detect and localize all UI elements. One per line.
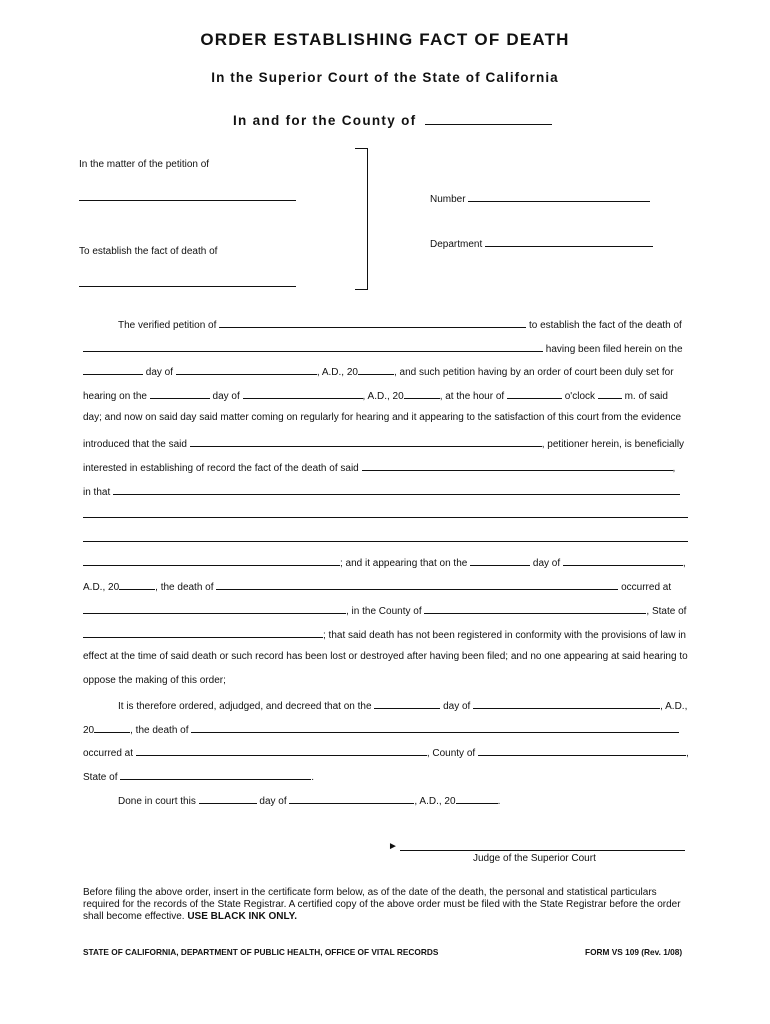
instructions <box>83 887 693 923</box>
done-year-field[interactable] <box>456 793 498 804</box>
body-line-8 <box>83 484 680 499</box>
hearing-month-field[interactable] <box>243 388 363 399</box>
text-introduced: introduced that the said <box>83 439 187 450</box>
hour-field[interactable] <box>507 388 562 399</box>
death-state-field-2[interactable] <box>120 769 311 780</box>
am-pm-field[interactable] <box>598 388 622 399</box>
body-line-19 <box>83 745 689 760</box>
hearing-day-field[interactable] <box>150 388 210 399</box>
body-line-20 <box>83 769 314 784</box>
body-line-1 <box>118 317 682 332</box>
county-label: In and for the County of <box>233 113 417 128</box>
number-field[interactable] <box>468 191 650 202</box>
instructions-bold: USE BLACK INK ONLY. <box>187 911 297 922</box>
matter-label: In the matter of the petition of <box>79 159 210 170</box>
body-line-3 <box>83 364 674 379</box>
death-county-field-2[interactable] <box>478 745 686 756</box>
decedent-name-field-3[interactable] <box>216 579 618 590</box>
filed-month-field[interactable] <box>176 364 317 375</box>
text-in-the-county: , in the County of <box>346 606 422 617</box>
text-day-of: day of <box>145 367 174 378</box>
filed-day-field[interactable] <box>83 364 143 375</box>
body-line-17 <box>118 698 687 713</box>
body-line-2 <box>83 341 683 356</box>
text-the-death-of: , the death of <box>155 582 214 593</box>
body-line-7 <box>83 460 675 475</box>
signature-arrow-icon: ► <box>388 841 398 852</box>
text-period-2: . <box>497 796 501 807</box>
order-year-field[interactable] <box>94 722 130 733</box>
text-day-of-4: day of <box>443 701 471 712</box>
instructions-text: Before filing the above order, insert in the certificate form below, as of the date of the death, the personal and statistical particulars required for the records of the State Registrar. A certified copy of the above order must be filed with the State Registrar before the order shall become effective. <box>83 887 681 922</box>
body-line-18 <box>83 722 679 737</box>
text-having-been-filed: having been filed herein on the <box>545 344 683 355</box>
decedent-name-field[interactable] <box>79 286 296 287</box>
decedent-name-field-2[interactable] <box>362 460 673 471</box>
text-ad-comma: , A.D., <box>660 701 688 712</box>
county-field[interactable] <box>425 111 552 125</box>
body-line-21 <box>118 793 500 808</box>
body-line-11 <box>83 555 686 570</box>
number-label: Number <box>430 194 466 205</box>
text-oclock: o'clock <box>564 391 596 402</box>
text-in-that: in that <box>83 487 111 498</box>
text-day-of-5: day of <box>259 796 287 807</box>
establish-label: To establish the fact of death of <box>79 246 218 257</box>
order-month-field[interactable] <box>473 698 660 709</box>
text-ad-20-c: A.D., 20 <box>83 582 120 593</box>
department-label: Department <box>430 239 483 250</box>
department-field[interactable] <box>485 236 653 247</box>
done-month-field[interactable] <box>289 793 414 804</box>
body-line-15: effect at the time of said death or such record has been lost or destroyed after having been filed; and no one appearing at said hearing to <box>83 651 688 662</box>
judge-signature-field[interactable] <box>400 850 685 851</box>
death-state-field[interactable] <box>83 627 323 638</box>
text-state-of: , State of <box>646 606 687 617</box>
body-line-12 <box>83 579 671 594</box>
court-heading: In the Superior Court of the State of California <box>211 70 559 85</box>
page-title: ORDER ESTABLISHING FACT OF DEATH <box>200 30 570 49</box>
text-comma: , <box>672 463 676 474</box>
decedent-field[interactable] <box>83 341 543 352</box>
death-year-field[interactable] <box>119 579 155 590</box>
text-to-establish: to establish the fact of the death of <box>528 320 682 331</box>
death-county-field[interactable] <box>424 603 646 614</box>
death-place-field-2[interactable] <box>136 745 427 756</box>
text-m-of-said: m. of said <box>624 391 668 402</box>
in-that-field-2[interactable] <box>83 517 688 518</box>
body-line-4 <box>83 388 668 403</box>
in-that-field-4[interactable] <box>83 555 340 566</box>
text-such-petition: , and such petition having by an order of court been duly set for <box>393 367 674 378</box>
body-line-13 <box>83 603 686 618</box>
text-verified-petition: The verified petition of <box>118 320 217 331</box>
footer-form-number: FORM VS 109 (Rev. 1/08) <box>585 947 683 957</box>
text-day-of-2: day of <box>212 391 240 402</box>
death-month-field[interactable] <box>563 555 683 566</box>
text-ad-20: , A.D., 20 <box>316 367 358 378</box>
body-line-6 <box>83 436 684 451</box>
text-comma-3: , <box>685 748 689 759</box>
text-period: . <box>311 772 315 783</box>
text-state-of-2: State of <box>83 772 118 783</box>
footer-agency: STATE OF CALIFORNIA, DEPARTMENT OF PUBLIC HEALTH, OFFICE OF VITAL RECORDS <box>83 947 439 957</box>
text-comma-2: , <box>682 558 686 569</box>
filed-year-field[interactable] <box>358 364 394 375</box>
petitioner-field[interactable] <box>219 317 526 328</box>
done-day-field[interactable] <box>199 793 257 804</box>
decedent-name-field-4[interactable] <box>191 722 679 733</box>
text-interested: interested in establishing of record the fact of the death of said <box>83 463 359 474</box>
death-place-field[interactable] <box>83 603 346 614</box>
text-ad-20-b: , A.D., 20 <box>362 391 404 402</box>
department-row <box>430 236 653 251</box>
county-heading <box>233 111 552 128</box>
death-day-field[interactable] <box>470 555 530 566</box>
order-day-field[interactable] <box>374 698 440 709</box>
text-occurred-at-2: occurred at <box>83 748 134 759</box>
in-that-field-3[interactable] <box>83 541 688 542</box>
in-that-field[interactable] <box>113 484 680 495</box>
text-twenty: 20 <box>83 725 95 736</box>
body-line-14 <box>83 627 686 642</box>
text-hearing-on: hearing on the <box>83 391 147 402</box>
judge-label: Judge of the Superior Court <box>473 853 596 864</box>
text-and-it-appearing: ; and it appearing that on the <box>340 558 468 569</box>
caption-bracket <box>355 148 368 290</box>
body-line-16: oppose the making of this order; <box>83 675 226 686</box>
text-day-of-3: day of <box>532 558 561 569</box>
text-petitioner: , petitioner herein, is beneficially <box>541 439 685 450</box>
text-not-registered: ; that said death has not been registered in conformity with the provisions of law in <box>323 630 686 641</box>
text-ordered: It is therefore ordered, adjudged, and decreed that on the <box>118 701 372 712</box>
text-the-death-of-2: , the death of <box>130 725 189 736</box>
text-county-of: , County of <box>426 748 476 759</box>
text-occurred-at: occurred at <box>621 582 672 593</box>
hearing-year-field[interactable] <box>404 388 440 399</box>
text-at-hour: , at the hour of <box>439 391 505 402</box>
number-row <box>430 191 650 206</box>
text-done-in-court: Done in court this <box>118 796 196 807</box>
petitioner-name-field[interactable] <box>79 200 296 201</box>
body-line-5: day; and now on said day said matter coming on regularly for hearing and it appearing to the satisfaction of this court from the evidence <box>83 412 682 423</box>
text-ad-20-d: , A.D., 20 <box>414 796 456 807</box>
petitioner-name-field-2[interactable] <box>190 436 542 447</box>
